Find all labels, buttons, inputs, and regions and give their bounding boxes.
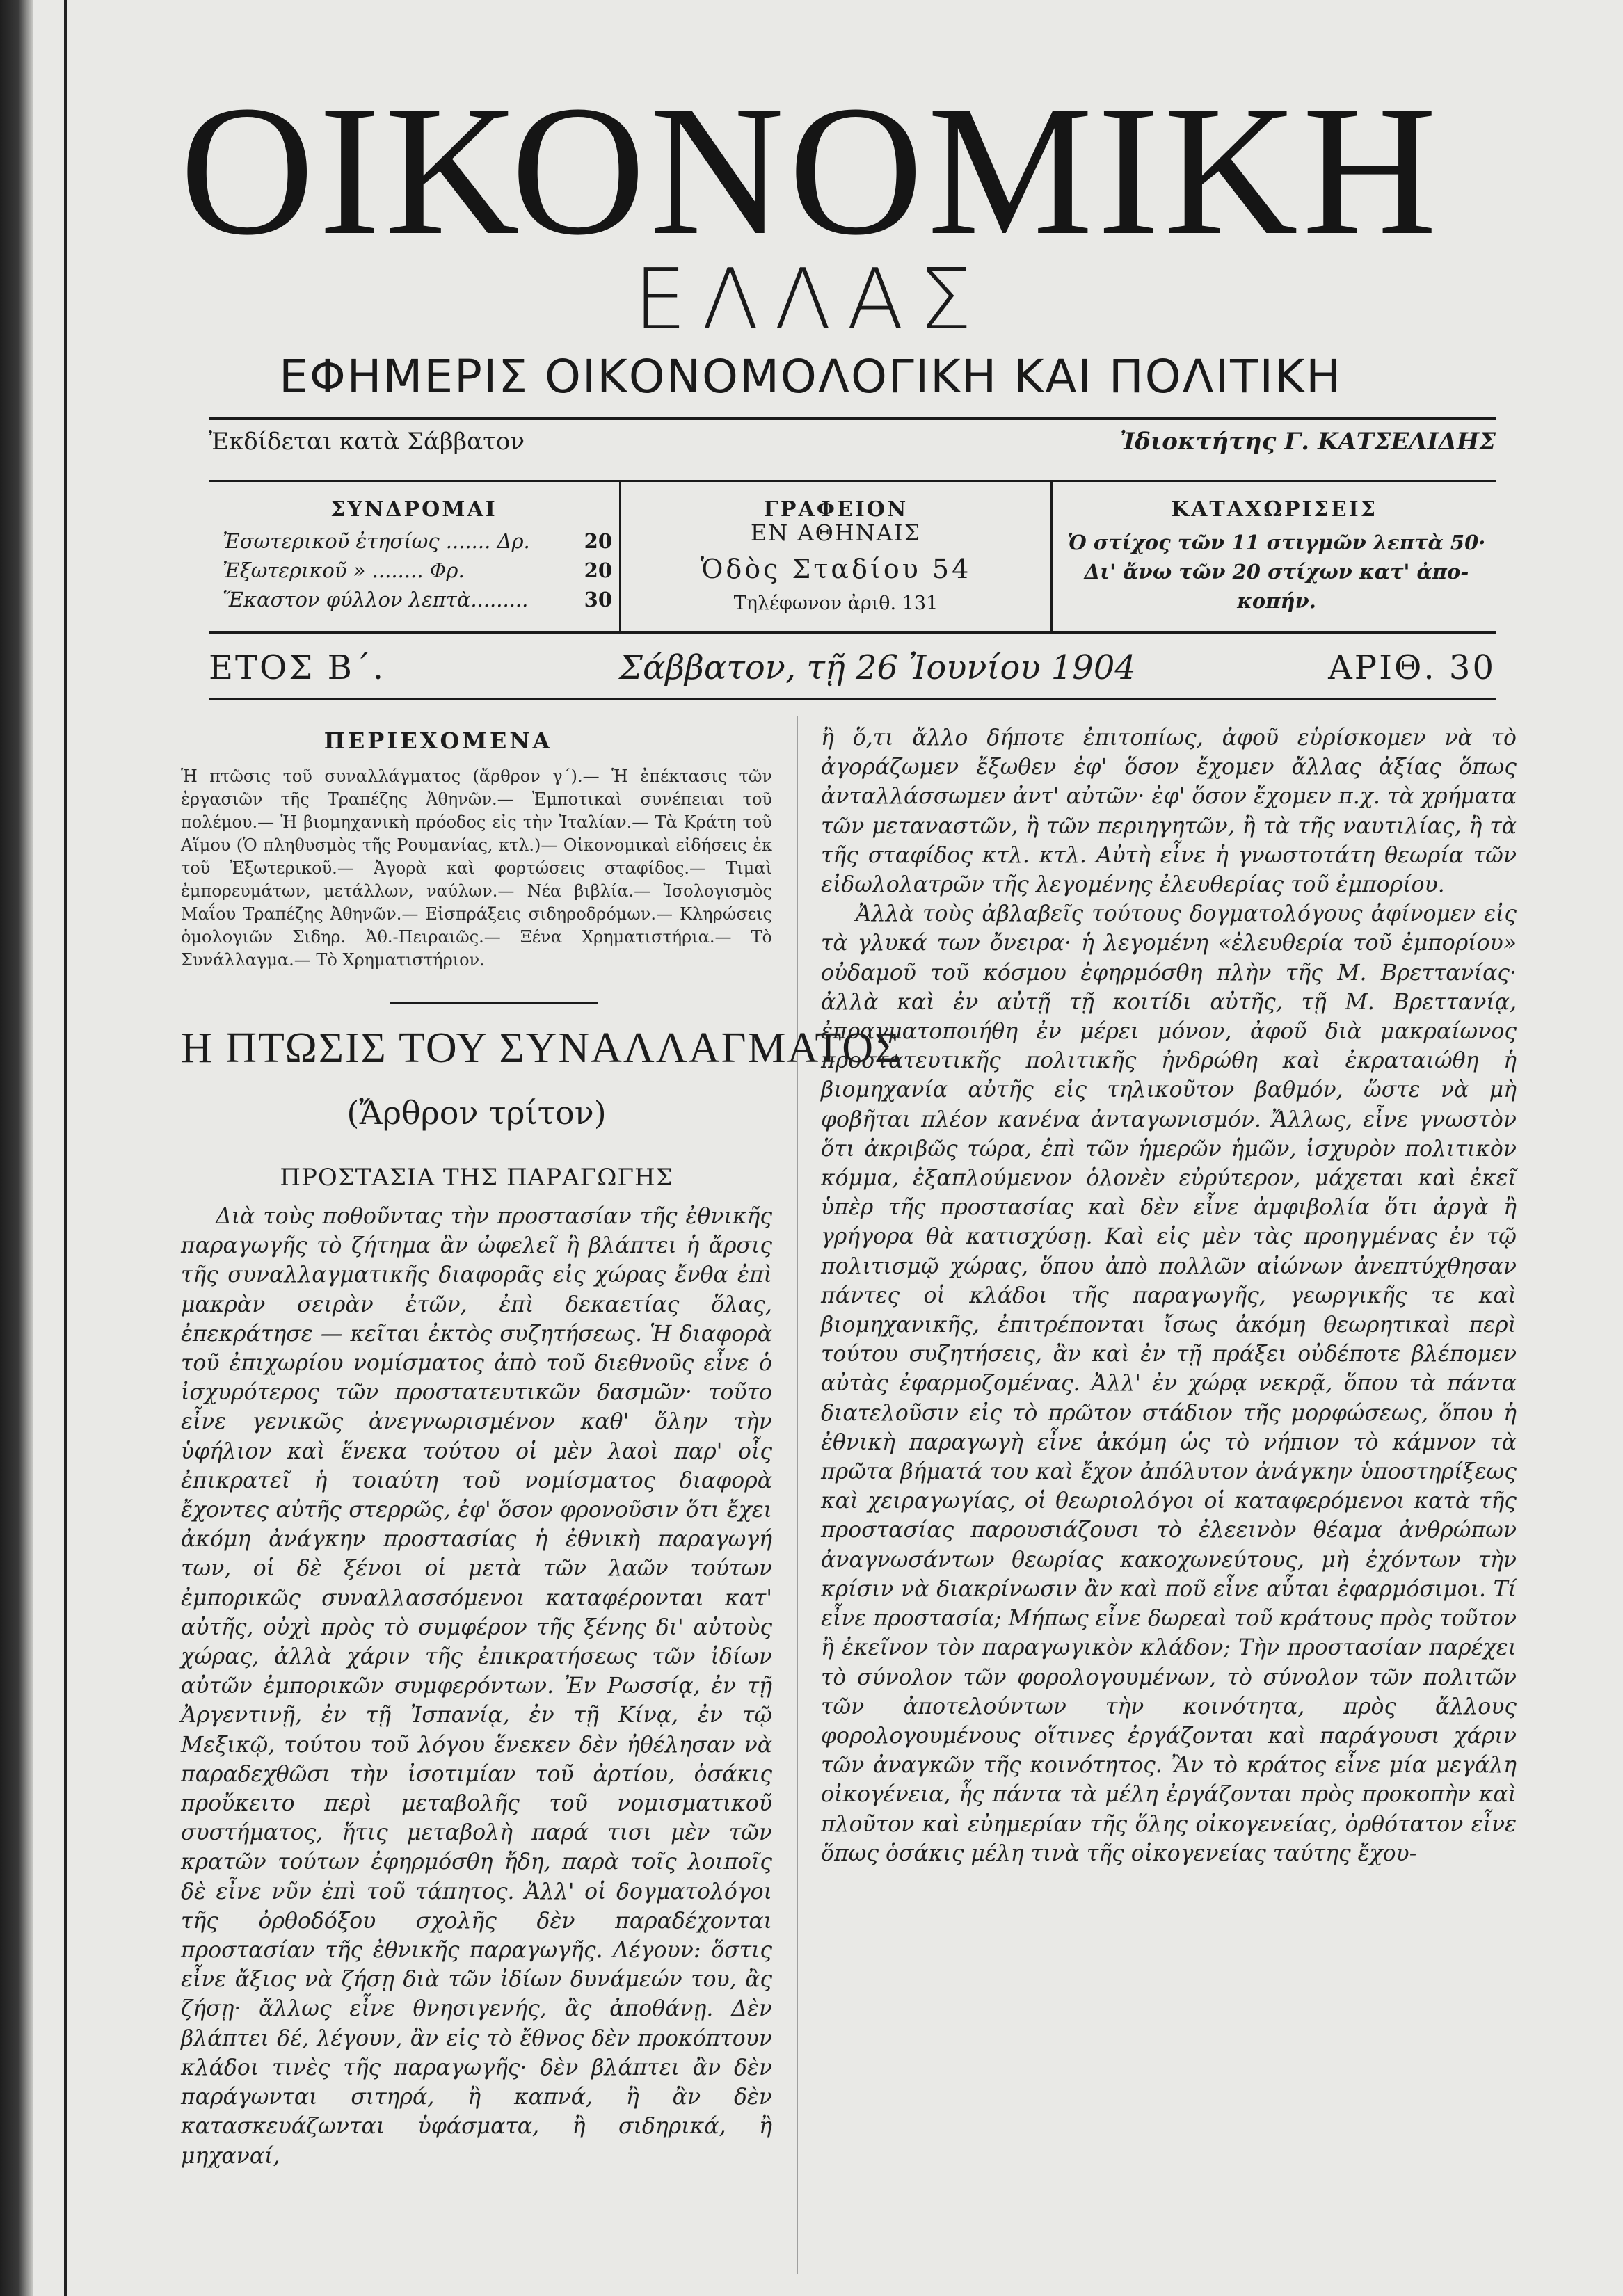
article-column-left [181,1202,772,2171]
section-heading: ΠΡΟΣΤΑΣΙΑ ΤΗΣ ΠΑΡΑΓΩΓΗΣ [280,1164,673,1191]
ads-line: Δι' ἄνω τῶν 20 στίχων κατ' ἀπο- [1084,560,1469,584]
article-subtitle: (Ἄρθρον τρίτον) [346,1094,607,1132]
article-paragraph: Διὰ τοὺς ποθοῦντας τὴν προστασίαν τῆς ἐθνικῆς παραγωγῆς τὸ ζήτημα ἂν ὠφελεῖ ἢ βλάπτει ἡ ἄρσις τῆς συναλλαγματικῆς διαφορᾶς εἰς χώρας ἔνθα ἐπὶ μακρὰν σειρὰν ἐτῶν, ἐπὶ δεκαετίας ὅλας, ἐπεκράτησε — κεῖται ἐκτὸς συζητήσεως. Ἡ διαφορὰ τοῦ ἐπιχωρίου νομίσματος ἀπὸ τοῦ διεθνοῦς εἶνε ὁ ἰσχυρότερος τῶν προστατευτικῶν δασμῶν· τοῦτο εἶνε γενικῶς ἀνεγνωρισμένον καθ' ὅλην τὴν ὑφήλιον καὶ ἕνεκα τούτου οἱ μὲν λαοὶ παρ' οἷς ἐπικρατεῖ ἡ τοιαύτη τοῦ νομίσματος διαφορὰ ἔχοντες αὐτῆς στερρῶς, ἐφ' ὅσον φρονοῦσιν ὅτι ἔχει ἀκόμη ἀνάγκην προστασίας ἡ ἐθνικὴ παραγωγή των, οἱ δὲ ξένοι οἱ μετὰ τῶν λαῶν τούτων ἐμπορικῶς συναλλασσόμενοι καταφέρονται κατ' αὐτῆς, οὐχὶ πρὸς τὸ συμφέρον τῆς ξένης δι' αὐτοὺς χώρας, ἀλλὰ χάριν τῆς ἐπικρατήσεως τῶν ἰδίων αὐτῶν ἐμπορικῶν συμφερόντων. Ἐν Ρωσσίᾳ, ἐν τῇ Ἀργεντινῇ, ἐν τῇ Ἰσπανίᾳ, ἐν τῇ Κίνᾳ, ἐν τῷ Μεξικῷ, τούτου τοῦ λόγου ἕνεκεν δὲν ἠθέλησαν νὰ παραδεχθῶσι τὴν ἰσοτιμίαν τοῦ ἀρτίου, ὁσάκις προὔκειτο περὶ μεταβολῆς τοῦ νομισματικοῦ συστήματος, ἥτις μεταβολὴ παρά τισι μὲν τῶν κρατῶν τούτων ἐφηρμόσθη ἤδη, παρὰ τοῖς λοιποῖς δὲ εἶνε νῦν ἐπὶ τοῦ τάπητος. Ἀλλ' οἱ δογματολόγοι τῆς ὀρθοδόξου σχολῆς δὲν παραδέχονται προστασίαν τῆς ἐθνικῆς παραγωγῆς. Λέγουν: ὅστις εἶνε ἄξιος νὰ ζήσῃ διὰ τῶν ἰδίων δυνάμεών του, ἂς ζήσῃ· ἄλλως εἶνε θνησιγενής, ἂς ἀποθάνῃ. Δὲν βλάπτει δέ, λέγουν, ἂν εἰς τὸ ἔθνος δὲν προκόπτουν κλάδοι τινὲς τῆς παραγωγῆς· δὲν βλάπτει ἂν δὲν παράγωνται σιτηρά, ἢ καπνά, ἢ ἂν δὲν κατασκευάζωνται ὑφάσματα, ἢ σιδηρικά, ἢ μηχαναί, [181,1204,772,2169]
masthead-subtitle: ΕΛΛΑΣ [634,252,987,348]
issue-date: Σάββατον, τῇ 26 Ἰουνίου 1904 [619,648,1136,687]
subscription-row-label: Ἕκαστον φύλλον λεπτὰ......... [223,588,529,611]
contents-title: ΠΕΡΙΕΧΟΜΕΝΑ [323,728,553,754]
issue-year: ΕΤΟΣ Β΄. [209,648,386,687]
contents-list: Ἡ πτῶσις τοῦ συναλλάγματος (ἄρθρον γ΄).— Ἡ ἐπέκτασις τῶν ἐργασιῶν τῆς Τραπέζης Ἀθηνῶν.— Ἐμποτικαὶ συνέπειαι τοῦ πολέμου.— Ἡ βιομηχανικὴ πρόοδος εἰς τὴν Ἰταλίαν.— Τὰ Κράτη τοῦ Αἵμου (Ὁ πληθυσμὸς τῆς Ρουμανίας, κτλ.)— Οἰκονομικαὶ εἰδήσεις ἐκ τοῦ Ἐξωτερικοῦ.— Ἀγορὰ καὶ φορτώσεις σταφίδος.— Τιμαὶ ἐμπορευμάτων, μετάλλων, ναύλων.— Νέα βιβλία.— Ἰσολογισμὸς Μαΐου Τραπέζης Ἀθηνῶν.— Εἰσπράξεις σιδηροδρόμων.— Κληρώσεις ὁμολογιῶν Σιδηρ. Ἀθ.-Πειραιῶς.— Ξένα Χρηματιστήρια.— Τὸ Συνάλλαγμα.— Τὸ Χρηματιστήριον. [181,766,772,970]
article-title: Η ΠΤΩΣΙΣ ΤΟΥ ΣΥΝΑΛΛΑΓΜΑΤΟΣ [181,1025,902,1072]
subscription-row-label: Ἐσωτερικοῦ ἐτησίως ....... Δρ. [223,529,530,553]
publication-owner: Ἰδιοκτήτης Γ. ΚΑΤΣΕΛΙΔΗΣ [1119,428,1496,456]
dateline-rule [209,698,1496,700]
office-street: Ὁδὸς Σταδίου 54 [700,554,972,584]
subscription-row-value: 20 [584,529,612,553]
subscription-row-label: Ἐξωτερικοῦ » ........ Φρ. [223,559,465,582]
masthead-title: ΟΙΚΟΝΟΜΙΚΗ [179,67,1441,273]
article-paragraph: ἢ ὅ,τι ἄλλο δήποτε ἐπιτοπίως, ἀφοῦ εὑρίσκομεν νὰ τὸ ἀγοράζωμεν ἔξωθεν ἐφ' ὅσον ἔχομεν ἄλλας ἀξίας ὅπως ἀνταλλάσσωμεν ἀντ' αὐτῶν· ἐφ' ὅσον ἔχομεν π.χ. τὰ χρήματα τῶν μεταναστῶν, ἢ τῶν περιηγητῶν, ἢ τὰ τῆς ναυτιλίας, ἢ τὰ τῆς σταφίδος κτλ. κτλ. Αὐτὴ εἶνε ἡ γνωστοτάτη θεωρία τῶν εἰδωλολατρῶν τῆς λεγομένης ἐλευθερίας τοῦ ἐμπορίου. [821,725,1517,898]
box-bottom-rule [209,631,1496,634]
column-divider [797,716,798,2274]
office-title: ΓΡΑΦΕΙΟΝ [763,497,909,522]
issue-number: ΑΡΙΘ. 30 [1328,648,1496,687]
book-binding-edge [0,0,33,2296]
ads-line: Ὁ στίχος τῶν 11 στιγμῶν λεπτὰ 50· [1067,531,1486,554]
top-rule [209,417,1496,420]
masthead-tagline: ΕΦΗΜΕΡΙΣ ΟΙΚΟΝΟΜΟΛΟΓΙΚΗ ΚΑΙ ΠΟΛΙΤΙΚΗ [279,350,1342,403]
binding-rule [64,0,67,2296]
subscription-row-value: 30 [584,588,612,611]
subscriptions-title: ΣΥΝΔΡΟΜΑΙ [330,497,497,522]
article-paragraph: Ἀλλὰ τοὺς ἀβλαβεῖς τούτους δογματολόγους ἀφίνομεν εἰς τὰ γλυκά των ὄνειρα· ἡ λεγομένη «ἐλευθερία τοῦ ἐμπορίου» οὐδαμοῦ τοῦ κόσμου ἐφηρμόσθη πλὴν τῆς Μ. Βρεττανίας· ἀλλὰ καὶ ἐν αὐτῇ τῇ κοιτίδι αὐτῆς, τῇ Μ. Βρεττανίᾳ, ἐπραγματοποιήθη ἐν μέρει μόνον, ἀφοῦ διὰ μακραίωνος προστατευτικῆς πολιτικῆς ἠνδρώθη καὶ ἐκραταιώθη ἡ βιομηχανία αὐτῆς εἰς τηλικοῦτον βαθμόν, ὥστε νὰ μὴ φοβῆται πλέον κανένα ἀνταγωνισμόν. Ἄλλως, εἶνε γνωστὸν ὅτι ἀκριβῶς τώρα, ἐπὶ τῶν ἡμερῶν ἡμῶν, ἰσχυρὸν πολιτικὸν κόμμα, ἐξαπλούμενον ὁλονὲν εὐρύτερον, μάχεται καὶ ἐκεῖ ὑπὲρ τῆς προστασίας καὶ δὲν εἶνε ἀμφιβολία ὅτι ἀργὰ ἢ γρήγορα θὰ κατισχύσῃ. Καὶ εἰς μὲν τὰς προηγμένας ἐν τῷ πολιτισμῷ χώρας, ὅπου ἀπὸ πολλῶν αἰώνων ἀνεπτύχθησαν πάντες οἱ κλάδοι τῆς παραγωγῆς, γεωργικῆς τε καὶ βιομηχανικῆς, ἐπιτρέπονται ἴσως ἀκόμη θεωρητικαὶ περὶ τούτου συζητήσεις, ἂν καὶ ἐν τῇ πράξει οὐδέποτε βλέπομεν αὐτὰς ἐφαρμοζομένας. Ἀλλ' ἐν χώρᾳ νεκρᾷ, ὅπου τὰ πάντα διατελοῦσιν εἰς τὸ πρῶτον στάδιον τῆς μορφώσεως, ὅπου ἡ ἐθνικὴ παραγωγὴ εἶνε ἀκόμη ὡς τὸ νήπιον τὸ κάμνον τὰ πρῶτα βήματά του καὶ ἔχον ἀπόλυτον ἀνάγκην ὑποστηρίξεως καὶ χειραγωγίας, οἱ θεωριολόγοι οἱ καταφερόμενοι κατὰ τῆς προστασίας παρουσιάζουσι τὸ ἐλεεινὸν θέαμα ἀνθρώπων ἀναγνωσάντων θεωρίας κακοχωνεύτους, μὴ ἐχόντων τὴν κρίσιν νὰ διακρίνωσιν ἂν καὶ ποῦ εἶνε αὗται ἐφαρμόσιμοι. Τί εἶνε προστασία; Μήπως εἶνε δωρεαὶ τοῦ κράτους πρὸς τοῦτον ἢ ἐκεῖνον τὸν παραγωγικὸν κλάδον; Τὴν προστασίαν παρέχει τὸ σύνολον τῶν φορολογουμένων, τὸ σύνολον τῶν πολιτῶν τῶν ἀποτελούντων τὴν κοινότητα, πρὸς ἄλλους φορολογουμένους οἵτινες ἐργάζονται καὶ παράγουσι χάριν τῶν ἀναγκῶν τῆς κοινότητος. Ἂν τὸ κράτος εἶνε μία μεγάλη οἰκογένεια, ἧς πάντα τὰ μέλη ἐργάζονται πρὸς προκοπὴν καὶ πλοῦτον καὶ εὐημερίαν τῆς ὅλης οἰκογενείας, ὀρθότατον εἶνε ὅπως ὁσάκις μέλη τινὰ τῆς οἰκογενείας ταύτης ἔχου- [821,901,1517,1866]
ads-line: κοπήν. [1237,589,1316,613]
newspaper-page [104,0,1517,2296]
article-column-right [821,723,1517,1868]
office-phone: Τηλέφωνον ἀριθ. 131 [733,593,938,614]
publication-frequency: Ἐκδίδεται κατὰ Σάββατον [209,428,525,456]
ads-title: ΚΑΤΑΧΩΡΙΣΕΙΣ [1171,497,1377,522]
contents-divider [390,1002,598,1004]
office-city: ΕΝ ΑΘΗΝΑΙΣ [750,520,922,546]
box-top-rule [209,480,1496,482]
subscription-row-value: 20 [584,559,612,582]
